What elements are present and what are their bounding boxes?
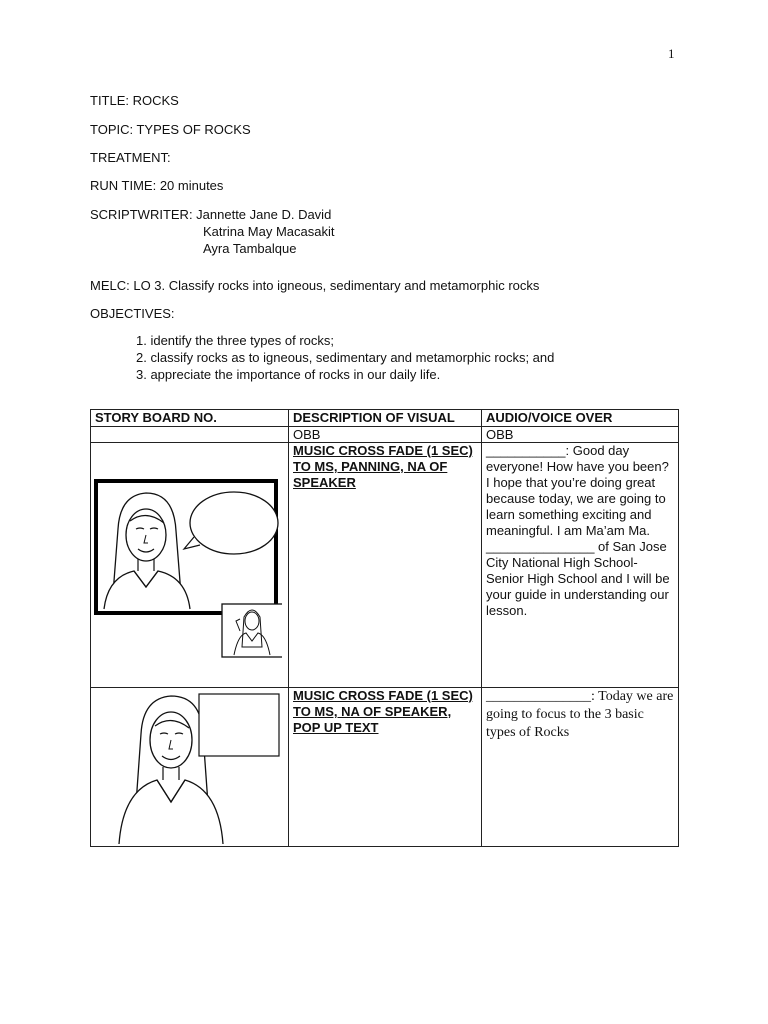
- subrow-cell-storyboard: [91, 427, 289, 443]
- melc-line: MELC: LO 3. Classify rocks into igneous, sedimentary and metamorphic rocks: [90, 278, 540, 293]
- table-subrow: [91, 427, 679, 443]
- objective-item-2: 2. classify rocks as to igneous, sedimentary and metamorphic rocks; and: [136, 350, 555, 365]
- audio-cell-1: ___________: Good day everyone! How have you been? I hope that you’re doing great because today, we are going to learn something exciting and meaningful. I am Ma’am Ma. _______________ of San Jose City National High School- Senior High School and I will be your guide in understanding our lesson.: [482, 443, 679, 688]
- objective-item-3: 3. appreciate the importance of rocks in our daily life.: [136, 367, 441, 382]
- objectives-label: OBJECTIVES:: [90, 306, 175, 321]
- storyboard-cell-1: [91, 443, 289, 688]
- title-line: TITLE: ROCKS: [90, 93, 179, 108]
- scriptwriter-line: SCRIPTWRITER: Jannette Jane D. David: [90, 207, 332, 222]
- table-header-row: [91, 410, 679, 427]
- audio-cell-2: _______________: Today we are going to focus to the 3 basic types of Rocks: [482, 688, 679, 847]
- table-row: [91, 443, 679, 688]
- topic-line: TOPIC: TYPES OF ROCKS: [90, 122, 251, 137]
- page-number: 1: [668, 46, 675, 61]
- description-cell-1: MUSIC CROSS FADE (1 SEC) TO MS, PANNING, NA OF SPEAKER: [289, 443, 482, 688]
- header-description: DESCRIPTION OF VISUAL: [289, 410, 482, 427]
- treatment-line: TREATMENT:: [90, 150, 171, 165]
- objective-item-1: 1. identify the three types of rocks;: [136, 333, 334, 348]
- scriptwriter-3: Ayra Tambalque: [203, 241, 297, 256]
- storyboard-sketch-1: [94, 479, 282, 669]
- description-cell-2: MUSIC CROSS FADE (1 SEC) TO MS, NA OF SPEAKER, POP UP TEXT: [289, 688, 482, 847]
- subrow-cell-description: OBB: [289, 427, 482, 443]
- storyboard-table: [90, 409, 679, 847]
- table-row: [91, 688, 679, 847]
- storyboard-sketch-2: [105, 690, 283, 846]
- storyboard-cell-2: [91, 688, 289, 847]
- header-storyboard-no: STORY BOARD NO.: [91, 410, 289, 427]
- header-audio: AUDIO/VOICE OVER: [482, 410, 679, 427]
- scriptwriter-2: Katrina May Macasakit: [203, 224, 335, 239]
- runtime-line: RUN TIME: 20 minutes: [90, 178, 224, 193]
- subrow-cell-audio: OBB: [482, 427, 679, 443]
